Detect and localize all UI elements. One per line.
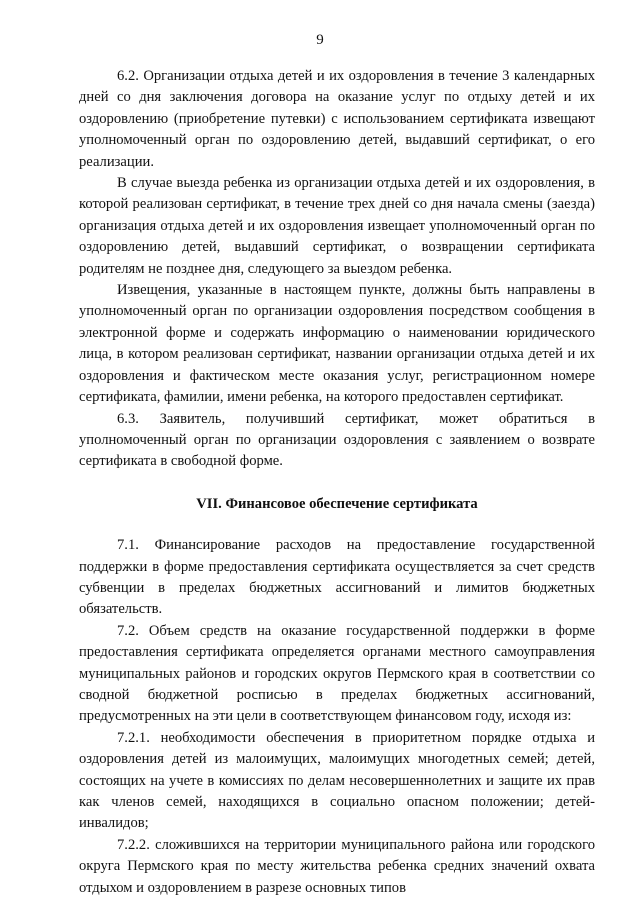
document-body	[79, 66, 595, 899]
paragraph-7-2: 7.2. Объем средств на оказание государственной поддержки в форме предоставления сертификата определяется органами местного самоуправления муниципальных районов и городских округов Пермского края в соответствии со сводной бюджетной росписью в пределах бюджетных ассигнований, предусмотренных на эти цели в соответствующем финансовом году, исходя из:	[79, 622, 595, 725]
paragraph-6-2: 6.2. Организации отдыха детей и их оздоровления в течение 3 календарных дней со дня заключения договора на оказание услуг по отдыху детей и их оздоровлению (приобретение путевки) с использованием сертификата извещают уполномоченный орган по оздоровлению детей, выдавший сертификат, о его реализации.	[79, 68, 595, 170]
paragraph-7-2-2: 7.2.2. сложившихся на территории муниципального района или городского округа Пермского края по месту жительства ребенка средних значений охвата отдыхом и оздоровлением в разрезе основных типов	[79, 836, 595, 896]
paragraph-7-2-1: 7.2.1. необходимости обеспечения в приоритетном порядке отдыха и оздоровления детей из малоимущих, малоимущих многодетных семей; детей, состоящих на учете в комиссиях по делам несовершеннолетних и защите их прав как членов семей, находящихся в социально опасном положении; детей-инвалидов;	[79, 729, 595, 832]
paragraph-early-departure: В случае выезда ребенка из организации отдыха детей и их оздоровления, в которой реализован сертификат, в течение трех дней со дня начала смены (заезда) организация отдыха детей и их оздоровления извещает уполномоченный орган по оздоровлению детей, выдавший сертификат, о возвращении сертификата родителям не позднее дня, следующего за выездом ребенка.	[79, 175, 595, 277]
paragraph-7-1: 7.1. Финансирование расходов на предоставление государственной поддержки в форме предоставления сертификата осуществляется за счет средств субвенции в пределах бюджетных ассигнований и лимитов бюджетных обязательств.	[79, 537, 595, 618]
section-heading-vii: VII. Финансовое обеспечение сертификата	[196, 495, 478, 512]
page-number: 9	[316, 32, 324, 48]
paragraph-6-3: 6.3. Заявитель, получивший сертификат, может обратиться в уполномоченный орган по организации оздоровления с заявлением о возврате сертификата в свободной форме.	[79, 410, 595, 470]
paragraph-notifications: Извещения, указанные в настоящем пункте, должны быть направлены в уполномоченный орган по организации оздоровления посредством сообщения в электронной форме и содержать информацию о наименовании юридического лица, в котором реализован сертификат, названии организации отдыха детей и их оздоровления и фактическом месте оказания услуг, регистрационном номере сертификата, фамилии, имени ребенка, на которого предоставлен сертификат.	[79, 282, 595, 406]
